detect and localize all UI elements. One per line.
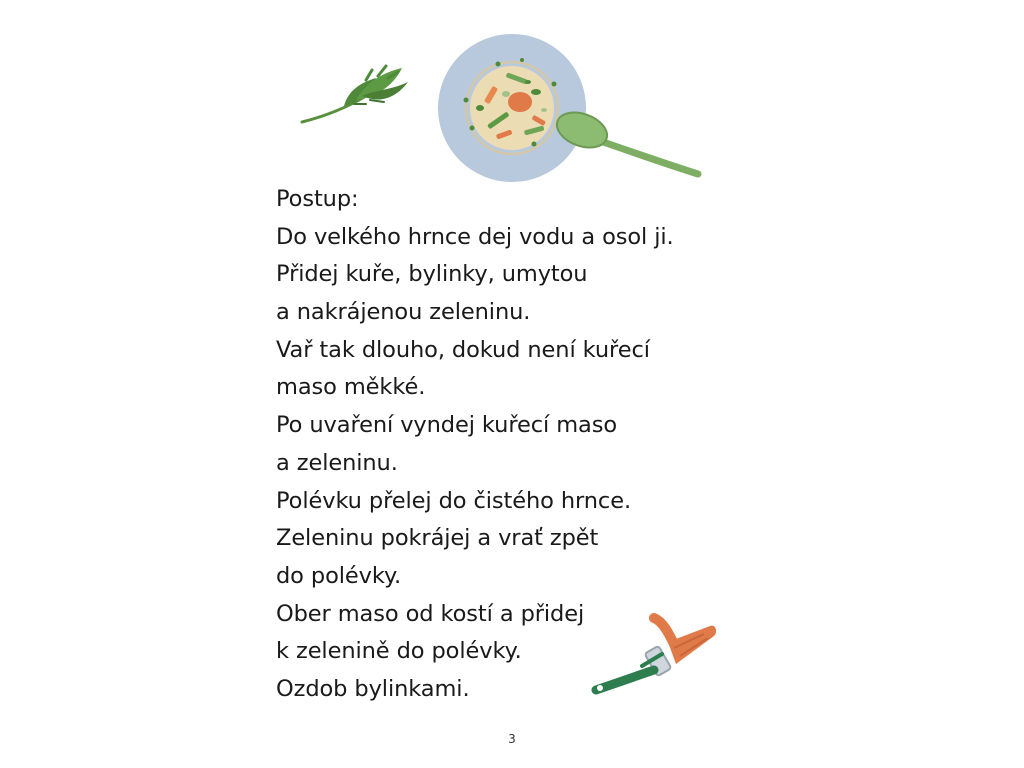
step-line: Polévku přelej do čistého hrnce. xyxy=(276,487,631,514)
page-number: 3 xyxy=(508,732,516,746)
step-line: Do velkého hrnce dej vodu a osol ji. xyxy=(276,223,674,250)
step-line: k zelenině do polévky. xyxy=(276,638,522,665)
peeler-with-carrot-icon xyxy=(584,608,720,700)
step-line: do polévky. xyxy=(276,562,402,589)
herb-sprig-icon xyxy=(296,60,412,128)
step-line: Přidej kuře, bylinky, umytou xyxy=(276,261,588,288)
step-line: Ozdob bylinkami. xyxy=(276,675,470,702)
recipe-heading: Postup: xyxy=(276,186,359,212)
step-line: Zeleninu pokrájej a vrať zpět xyxy=(276,525,599,552)
step-line: Ober maso od kostí a přidej xyxy=(276,600,585,627)
step-line: a zeleninu. xyxy=(276,449,398,476)
step-line: Po uvaření vyndej kuřecí maso xyxy=(276,412,617,439)
step-line: a nakrájenou zeleninu. xyxy=(276,299,531,326)
step-line: maso měkké. xyxy=(276,374,426,401)
soup-bowl-with-spoon-icon xyxy=(436,32,708,184)
step-line: Vař tak dlouho, dokud není kuřecí xyxy=(276,336,650,363)
